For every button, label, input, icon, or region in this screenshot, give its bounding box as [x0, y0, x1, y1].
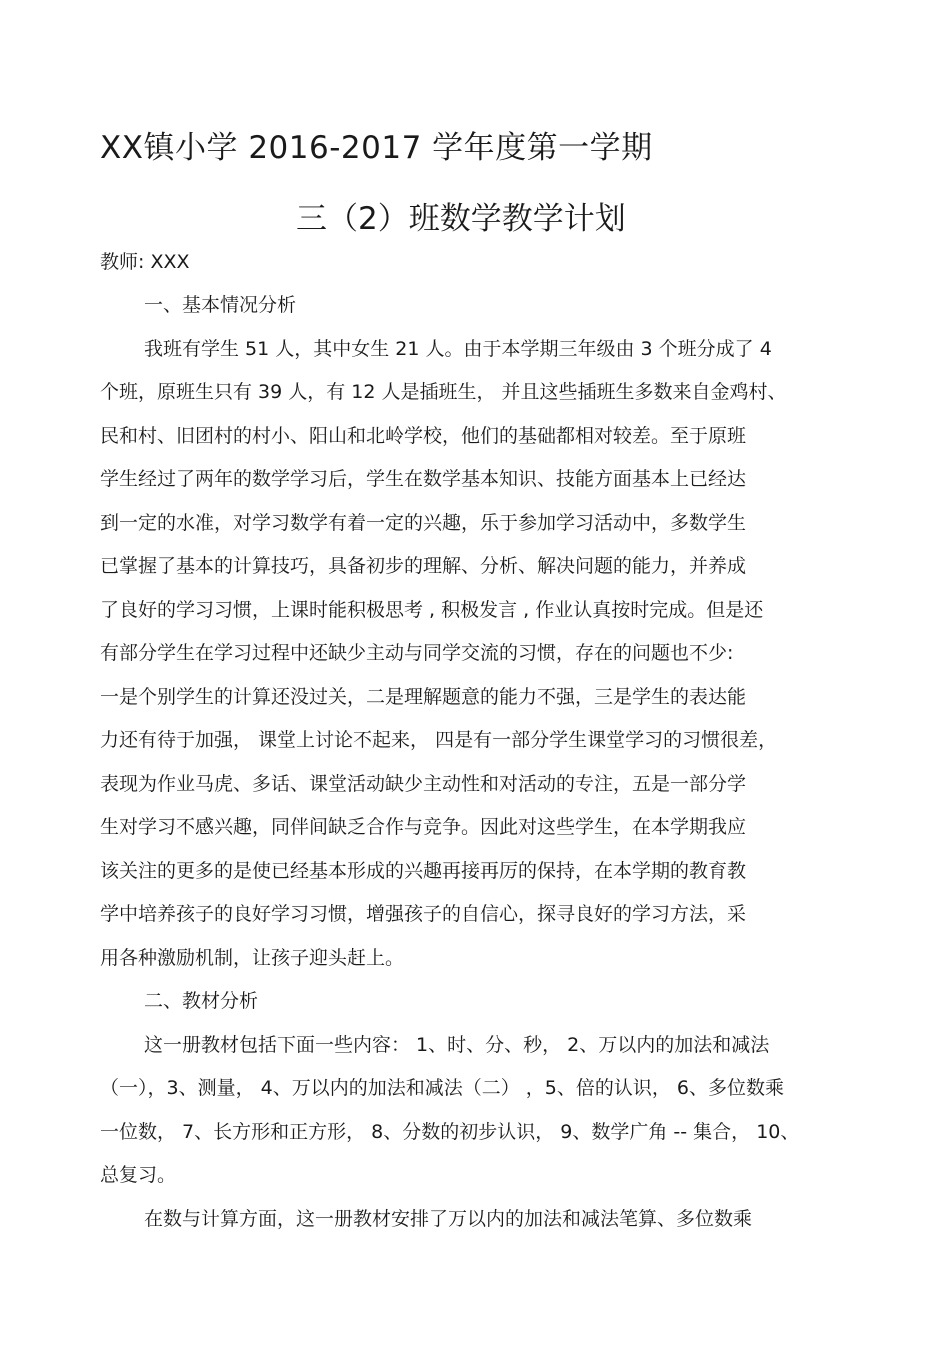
paragraph-line: 了良好的学习习惯，上课时能积极思考 , 积极发言 , 作业认真按时完成。但是还 — [100, 599, 764, 621]
paragraph-line: 民和村、旧团村的村小、阳山和北岭学校，他们的基础都相对较差。至于原班 — [100, 425, 747, 447]
teacher-line: 教师: XXX — [100, 251, 190, 273]
paragraph-line: 一是个别学生的计算还没过关，二是理解题意的能力不强，三是学生的表达能 — [100, 686, 747, 708]
paragraph-line: 在数与计算方面，这一册教材安排了万以内的加法和减法笔算、多位数乘 — [144, 1208, 753, 1230]
paragraph-line: 该关注的更多的是使已经基本形成的兴趣再接再厉的保持，在本学期的教育教 — [100, 860, 747, 882]
paragraph-line: 这一册教材包括下面一些内容： 1、时、分、秒， 2、万以内的加法和减法 — [144, 1034, 770, 1056]
paragraph-line: 学中培养孩子的良好学习习惯，增强孩子的自信心，探寻良好的学习方法，采 — [100, 903, 747, 925]
paragraph-line: 学生经过了两年的数学学习后，学生在数学基本知识、技能方面基本上已经达 — [100, 468, 747, 490]
paragraph-line: 力还有待于加强， 课堂上讨论不起来， 四是有一部分学生课堂学习的习惯很差， — [100, 729, 778, 751]
document-subtitle: 三（2）班数学教学计划 — [296, 201, 626, 237]
section-heading-1: 一、基本情况分析 — [144, 294, 297, 316]
paragraph-line: 总复习。 — [100, 1164, 177, 1186]
paragraph-line: 个班，原班生只有 39 人，有 12 人是插班生， 并且这些插班生多数来自金鸡村、 — [100, 381, 787, 403]
paragraph-line: 生对学习不感兴趣，同伴间缺乏合作与竞争。因此对这些学生，在本学期我应 — [100, 816, 747, 838]
paragraph-line: （一），3、测量， 4、万以内的加法和减法（二） ，5、倍的认识， 6、多位数乘 — [100, 1077, 784, 1099]
document-title: XX镇小学 2016-2017 学年度第一学期 — [100, 130, 653, 166]
paragraph-line: 有部分学生在学习过程中还缺少主动与同学交流的习惯，存在的问题也不少: — [100, 642, 734, 664]
paragraph-line: 用各种激励机制，让孩子迎头赶上。 — [100, 947, 405, 969]
paragraph-line: 已掌握了基本的计算技巧，具备初步的理解、分析、解决问题的能力，并养成 — [100, 555, 747, 577]
section-heading-2: 二、教材分析 — [144, 990, 259, 1012]
paragraph-line: 我班有学生 51 人，其中女生 21 人。由于本学期三年级由 3 个班分成了 4 — [144, 338, 772, 360]
paragraph-line: 表现为作业马虎、多话、课堂活动缺少主动性和对活动的专注，五是一部分学 — [100, 773, 747, 795]
paragraph-line: 一位数， 7、长方形和正方形， 8、分数的初步认识， 9、数学广角 -- 集合， 10、 — [100, 1121, 800, 1143]
paragraph-line: 到一定的水准，对学习数学有着一定的兴趣，乐于参加学习活动中，多数学生 — [100, 512, 747, 534]
